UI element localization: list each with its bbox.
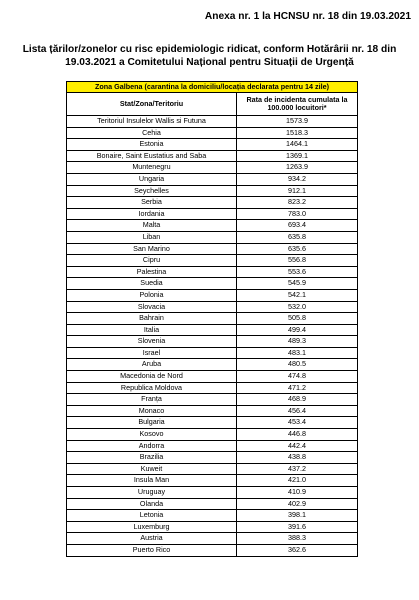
country-cell: Italia <box>67 324 237 336</box>
rate-cell: 1518.3 <box>237 127 358 139</box>
country-column-header: Stat/Zona/Teritoriu <box>67 93 237 116</box>
table-row <box>67 162 358 174</box>
country-cell: Malta <box>67 220 237 232</box>
zone-label: Zona Galbena (carantina la domiciliu/locația declarata pentru 14 zile) <box>67 82 358 93</box>
table-row <box>67 405 358 417</box>
table-row <box>67 301 358 313</box>
rate-cell: 505.8 <box>237 313 358 325</box>
table-row <box>67 231 358 243</box>
table-row <box>67 127 358 139</box>
rate-cell: 453.4 <box>237 417 358 429</box>
document-title: Lista țărilor/zonelor cu risc epidemiologic ridicat, conform Hotărârii nr. 18 din 19.03.2021 a Comitetului Național pentru Situații de Urgență <box>22 44 397 68</box>
table-row <box>67 185 358 197</box>
table-row <box>67 313 358 325</box>
rate-cell: 438.8 <box>237 452 358 464</box>
country-cell: Aruba <box>67 359 237 371</box>
country-cell: San Marino <box>67 243 237 255</box>
table-row <box>67 417 358 429</box>
table-row <box>67 220 358 232</box>
rate-cell: 442.4 <box>237 440 358 452</box>
country-cell: Letonia <box>67 510 237 522</box>
country-cell: Franța <box>67 394 237 406</box>
rate-cell: 489.3 <box>237 336 358 348</box>
country-cell: Teritoriul Insulelor Wallis si Futuna <box>67 116 237 128</box>
table-row <box>67 139 358 151</box>
table-row <box>67 150 358 162</box>
rate-cell: 398.1 <box>237 510 358 522</box>
table-row <box>67 324 358 336</box>
table-row <box>67 347 358 359</box>
rate-cell: 388.3 <box>237 533 358 545</box>
rate-cell: 542.1 <box>237 289 358 301</box>
country-cell: Israel <box>67 347 237 359</box>
table-row <box>67 116 358 128</box>
rate-cell: 823.2 <box>237 197 358 209</box>
rate-column-header: Rata de incidenta cumulata la 100.000 locuitori* <box>237 93 358 116</box>
rate-cell: 532.0 <box>237 301 358 313</box>
table-row <box>67 208 358 220</box>
rate-cell: 934.2 <box>237 173 358 185</box>
country-cell: Palestina <box>67 266 237 278</box>
rate-cell: 635.6 <box>237 243 358 255</box>
country-cell: Macedonia de Nord <box>67 371 237 383</box>
rate-cell: 410.9 <box>237 487 358 499</box>
table-row <box>67 440 358 452</box>
table-row <box>67 475 358 487</box>
table-row <box>67 544 358 556</box>
rate-cell: 421.0 <box>237 475 358 487</box>
rate-cell: 553.6 <box>237 266 358 278</box>
table-row <box>67 289 358 301</box>
country-cell: Republica Moldova <box>67 382 237 394</box>
country-cell: Austria <box>67 533 237 545</box>
table-row <box>67 173 358 185</box>
country-cell: Insula Man <box>67 475 237 487</box>
table-row <box>67 521 358 533</box>
table-row <box>67 278 358 290</box>
country-cell: Serbia <box>67 197 237 209</box>
rate-cell: 362.6 <box>237 544 358 556</box>
rate-cell: 446.8 <box>237 429 358 441</box>
country-cell: Cipru <box>67 255 237 267</box>
column-header-row <box>67 93 358 116</box>
table-row <box>67 510 358 522</box>
rate-cell: 912.1 <box>237 185 358 197</box>
table-row <box>67 394 358 406</box>
rate-cell: 635.8 <box>237 231 358 243</box>
country-cell: Bahrain <box>67 313 237 325</box>
table-row <box>67 266 358 278</box>
rate-cell: 1573.9 <box>237 116 358 128</box>
table-row <box>67 243 358 255</box>
country-cell: Andorra <box>67 440 237 452</box>
table-row <box>67 255 358 267</box>
country-cell: Slovenia <box>67 336 237 348</box>
country-cell: Seychelles <box>67 185 237 197</box>
rate-cell: 556.8 <box>237 255 358 267</box>
table-row <box>67 359 358 371</box>
table-row <box>67 371 358 383</box>
country-cell: Brazilia <box>67 452 237 464</box>
rate-cell: 1464.1 <box>237 139 358 151</box>
table-row <box>67 382 358 394</box>
country-cell: Bonaire, Saint Eustatius and Saba <box>67 150 237 162</box>
table-row <box>67 533 358 545</box>
country-cell: Monaco <box>67 405 237 417</box>
country-cell: Estonia <box>67 139 237 151</box>
country-cell: Kuweit <box>67 463 237 475</box>
table-row <box>67 452 358 464</box>
country-cell: Luxemburg <box>67 521 237 533</box>
country-cell: Liban <box>67 231 237 243</box>
rate-cell: 437.2 <box>237 463 358 475</box>
table-row <box>67 336 358 348</box>
rate-cell: 1369.1 <box>237 150 358 162</box>
country-cell: Ungaria <box>67 173 237 185</box>
rate-cell: 545.9 <box>237 278 358 290</box>
table-body <box>67 116 358 557</box>
country-cell: Muntenegru <box>67 162 237 174</box>
rate-cell: 402.9 <box>237 498 358 510</box>
rate-cell: 783.0 <box>237 208 358 220</box>
country-cell: Iordania <box>67 208 237 220</box>
table-row <box>67 463 358 475</box>
country-cell: Bulgaria <box>67 417 237 429</box>
rate-cell: 456.4 <box>237 405 358 417</box>
table-row <box>67 197 358 209</box>
table-row <box>67 487 358 499</box>
country-cell: Suedia <box>67 278 237 290</box>
rate-cell: 474.8 <box>237 371 358 383</box>
zone-header-row <box>67 82 358 93</box>
country-cell: Uruguay <box>67 487 237 499</box>
country-cell: Cehia <box>67 127 237 139</box>
rate-cell: 391.6 <box>237 521 358 533</box>
annex-reference: Anexa nr. 1 la HCNSU nr. 18 din 19.03.2021 <box>204 11 411 22</box>
rate-cell: 693.4 <box>237 220 358 232</box>
rate-cell: 483.1 <box>237 347 358 359</box>
rate-cell: 468.9 <box>237 394 358 406</box>
table-row <box>67 429 358 441</box>
rate-cell: 480.5 <box>237 359 358 371</box>
country-cell: Olanda <box>67 498 237 510</box>
country-cell: Polonia <box>67 289 237 301</box>
country-cell: Puerto Rico <box>67 544 237 556</box>
rate-cell: 1263.9 <box>237 162 358 174</box>
rate-cell: 471.2 <box>237 382 358 394</box>
country-cell: Kosovo <box>67 429 237 441</box>
table-row <box>67 498 358 510</box>
risk-countries-table <box>66 81 358 557</box>
country-cell: Slovacia <box>67 301 237 313</box>
rate-cell: 499.4 <box>237 324 358 336</box>
